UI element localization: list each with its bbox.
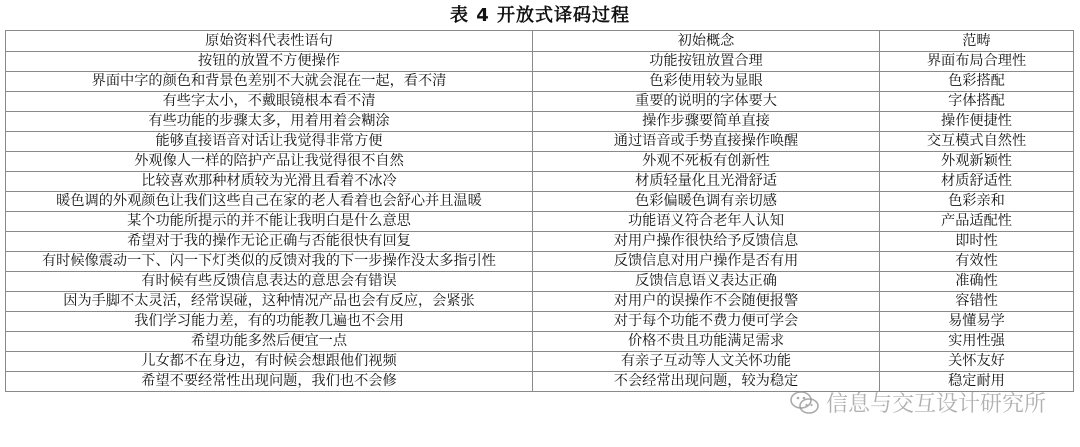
cell-initial-concept: 重要的说明的字体要大	[533, 92, 880, 112]
table-row	[6, 192, 1074, 212]
cell-raw-statement: 我们学习能力差，有的功能教几遍也不会用	[6, 312, 533, 332]
cell-raw-statement: 按钮的放置不方便操作	[6, 52, 533, 72]
cell-category: 字体搭配	[880, 92, 1074, 112]
cell-initial-concept: 色彩使用较为显眼	[533, 72, 880, 92]
cell-raw-statement: 界面中字的颜色和背景色差别不大就会混在一起，看不清	[6, 72, 533, 92]
cell-category: 稳定耐用	[880, 372, 1074, 392]
cell-category: 界面布局合理性	[880, 52, 1074, 72]
cell-initial-concept: 价格不贵且功能满足需求	[533, 332, 880, 352]
table-row	[6, 272, 1074, 292]
cell-raw-statement: 希望功能多然后便宜一点	[6, 332, 533, 352]
cell-initial-concept: 有亲子互动等人文关怀功能	[533, 352, 880, 372]
cell-initial-concept: 材质轻量化且光滑舒适	[533, 172, 880, 192]
cell-category: 材质舒适性	[880, 172, 1074, 192]
cell-initial-concept: 功能按钮放置合理	[533, 52, 880, 72]
open-coding-table	[5, 30, 1074, 392]
cell-raw-statement: 外观像人一样的陪护产品让我觉得很不自然	[6, 152, 533, 172]
cell-category: 产品适配性	[880, 212, 1074, 232]
cell-category: 即时性	[880, 232, 1074, 252]
table-row	[6, 212, 1074, 232]
table-row	[6, 232, 1074, 252]
cell-initial-concept: 色彩偏暖色调有亲切感	[533, 192, 880, 212]
cell-category: 有效性	[880, 252, 1074, 272]
watermark-text: 信息与交互设计研究所	[825, 392, 1046, 417]
table-row	[6, 72, 1074, 92]
table-row	[6, 172, 1074, 192]
table-body	[6, 52, 1074, 392]
cell-initial-concept: 不会经常出现问题，较为稳定	[533, 372, 880, 392]
cell-raw-statement: 暖色调的外观颜色让我们这些自己在家的老人看着也会舒心并且温暖	[6, 192, 533, 212]
cell-initial-concept: 外观不死板有创新性	[533, 152, 880, 172]
cell-initial-concept: 对于每个功能不费力便可学会	[533, 312, 880, 332]
cell-category: 准确性	[880, 272, 1074, 292]
wechat-icon	[790, 390, 820, 416]
table-row	[6, 152, 1074, 172]
table-row	[6, 252, 1074, 272]
table-row	[6, 92, 1074, 112]
cell-initial-concept: 操作步骤要简单直接	[533, 112, 880, 132]
cell-raw-statement: 比较喜欢那种材质较为光滑且看着不冰冷	[6, 172, 533, 192]
cell-raw-statement: 有些字太小，不戴眼镜根本看不清	[6, 92, 533, 112]
table-row	[6, 292, 1074, 312]
table-row	[6, 52, 1074, 72]
table-row	[6, 352, 1074, 372]
table-caption: 表 4 开放式译码过程	[449, 5, 631, 26]
table-row	[6, 332, 1074, 352]
cell-raw-statement: 儿女都不在身边，有时候会想跟他们视频	[6, 352, 533, 372]
cell-raw-statement: 希望不要经常性出现问题，我们也不会修	[6, 372, 533, 392]
cell-category: 易懂易学	[880, 312, 1074, 332]
table-header	[6, 31, 1074, 52]
table-row	[6, 372, 1074, 392]
cell-initial-concept: 反馈信息语义表达正确	[533, 272, 880, 292]
table-row	[6, 112, 1074, 132]
cell-raw-statement: 能够直接语音对话让我觉得非常方便	[6, 132, 533, 152]
cell-category: 关怀友好	[880, 352, 1074, 372]
cell-raw-statement: 某个功能所提示的并不能让我明白是什么意思	[6, 212, 533, 232]
cell-raw-statement: 因为手脚不太灵活，经常误碰，这种情况产品也会有反应，会紧张	[6, 292, 533, 312]
cell-raw-statement: 有时候有些反馈信息表达的意思会有错误	[6, 272, 533, 292]
cell-category: 容错性	[880, 292, 1074, 312]
cell-initial-concept: 反馈信息对用户操作是否有用	[533, 252, 880, 272]
cell-initial-concept: 通过语音或手势直接操作唤醒	[533, 132, 880, 152]
cell-category: 外观新颖性	[880, 152, 1074, 172]
cell-category: 交互模式自然性	[880, 132, 1074, 152]
table-row	[6, 132, 1074, 152]
cell-category: 色彩亲和	[880, 192, 1074, 212]
cell-initial-concept: 对用户操作很快给予反馈信息	[533, 232, 880, 252]
cell-initial-concept: 对用户的误操作不会随便报警	[533, 292, 880, 312]
header-raw-statement: 原始资料代表性语句	[6, 31, 533, 52]
table-row	[6, 312, 1074, 332]
cell-raw-statement: 有时候像震动一下、闪一下灯类似的反馈对我的下一步操作没太多指引性	[6, 252, 533, 272]
header-category: 范畴	[880, 31, 1074, 52]
header-row	[6, 31, 1074, 52]
header-initial-concept: 初始概念	[533, 31, 880, 52]
cell-category: 实用性强	[880, 332, 1074, 352]
cell-raw-statement: 有些功能的步骤太多，用着用着会糊涂	[6, 112, 533, 132]
cell-raw-statement: 希望对于我的操作无论正确与否能很快有回复	[6, 232, 533, 252]
cell-category: 操作便捷性	[880, 112, 1074, 132]
cell-category: 色彩搭配	[880, 72, 1074, 92]
cell-initial-concept: 功能语义符合老年人认知	[533, 212, 880, 232]
